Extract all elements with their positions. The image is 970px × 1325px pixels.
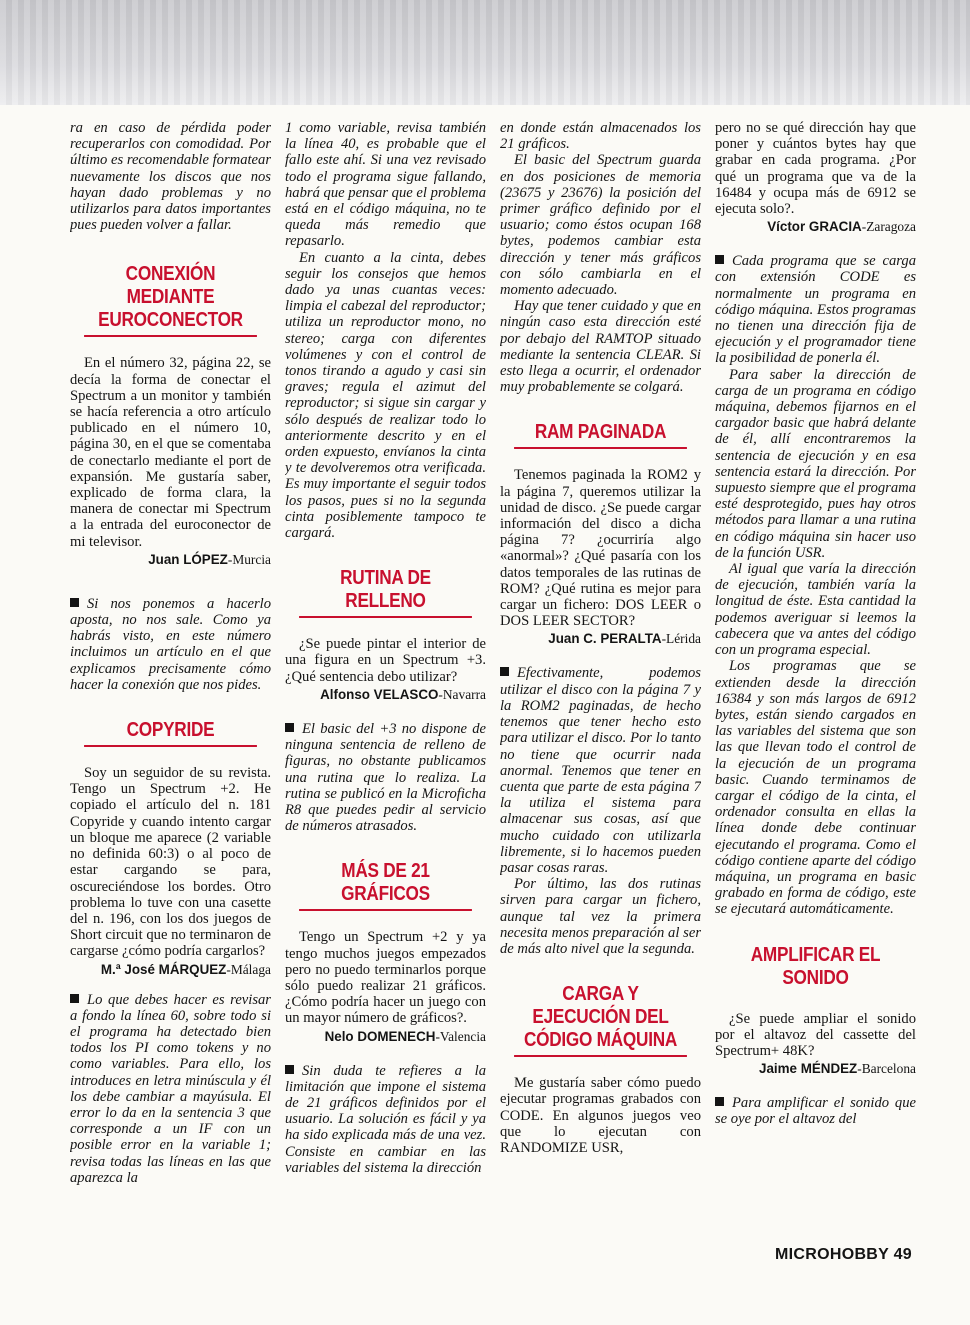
signature-city: -Zaragoza <box>861 219 916 235</box>
bullet-square-icon <box>285 1065 294 1074</box>
signature-city: -Málaga <box>226 961 271 977</box>
signature-city: -Murcia <box>227 551 271 567</box>
signature <box>285 1029 486 1045</box>
answer-text: ra en caso de pérdida poder recuperarlos con comodidad. Por último es recomendable formatear nuevamente los discos que nos hayan dado problemas y no utilizarlos para datos importantes pues pueden volver a fallar. <box>70 120 271 234</box>
column-2 <box>285 120 486 1270</box>
bullet-square-icon <box>500 667 509 676</box>
section-heading: CARGA Y EJECUCIÓN DEL CÓDIGO MÁQUINA <box>514 983 687 1057</box>
signature-name: Jaime MÉNDEZ <box>759 1061 858 1077</box>
section-heading: RUTINA DE RELLENO <box>299 567 472 618</box>
answer-text: En cuanto a la cinta, debes seguir los consejos que hemos dado ya unas cuantas veces: limpia el cabezal del reproductor; utiliza un reproductor mono, no stereo; carga con diferentes volúmenes y con el control de tonos tirando a agudo y casi sin graves; regula el azimut del reproductor; si sigue sin cargar y sólo después de realizar todo lo anteriormente descrito y en el orden expuesto, envíanos la cinta y te devolveremos otra verificada. Es muy importante el seguir todos los pasos, pues si no la segunda cinta posiblemente tampoco te cargará. <box>285 249 486 542</box>
question-text: ¿Se puede pintar el interior de una figura en un Spectrum +3. ¿Qué sentencia debo utilizar? <box>285 636 486 685</box>
signature <box>500 631 701 647</box>
bullet-square-icon <box>285 723 294 732</box>
bullet-square-icon <box>715 1097 724 1106</box>
signature-name: Víctor GRACIA <box>767 219 862 235</box>
signature-name: Alfonso VELASCO <box>320 686 439 702</box>
signature-city: -Barcelona <box>857 1061 916 1077</box>
answer-text: El basic del +3 no dispone de ninguna sentencia de relleno de figuras, no obstante publicamos una rutina que lo realiza. La rutina se publicó en la Microficha R8 que puedes pedir al servicio de números atrasados. <box>285 720 486 835</box>
answer-text: Hay que tener cuidado y que en ningún caso esta dirección esté por debajo del RAMTOP situado mediante la sentencia CLEAR. Si esto llega a ocurrir, el ordenador muy probablemente se colgará. <box>500 298 701 396</box>
column-3 <box>500 120 701 1270</box>
answer-text: El basic del Spectrum guarda en dos posiciones de memoria (23675 y 23676) la posición del primer gráfico definido por el usuario; como éstos ocupan 168 bytes, podemos cambiar esta dirección y tener más gráficos con sólo cambiarla en el momento adecuado. <box>500 152 701 299</box>
section-heading: AMPLIFICAR EL SONIDO <box>750 943 881 989</box>
question-text: Tenemos paginada la ROM2 y la página 7, queremos utilizar la unidad de disco. ¿Se puede cargar información del disco a dicha página 7? ¿ocurriría algo «anormal»? ¿Qué pasaría con los datos temporales de las rutinas de ROM? ¿Qué rutina es mejor para cargar un fichero: DOS LEER o DOS LEER SECTOR? <box>500 467 701 630</box>
section-heading: COPYRIDE <box>84 719 257 747</box>
answer-text: en donde están almacenados los 21 gráficos. <box>500 120 701 153</box>
question-text: Me gustaría saber cómo puedo ejecutar programas grabados con CODE. En algunos juegos veo que lo ejecutan con RANDOMIZE USR, <box>500 1075 701 1156</box>
question-text: ¿Se puede ampliar el sonido por el altavoz del cassette del Spectrum+ 48K? <box>715 1010 916 1059</box>
top-scan-band <box>0 0 970 105</box>
signature <box>70 962 271 978</box>
signature <box>715 219 916 235</box>
answer-text: Para saber la dirección de carga de un programa en código máquina, debemos fijarnos en el cargador basic que habrá delante de él, allí encontraremos la sentencia de ejecución y en esa sentencia estará la dirección. Por supuesto siempre que el programa esté desprotegido, pues hay otros métodos para llamar a una rutina en código máquina sin hacer uso de la función USR. <box>715 366 916 561</box>
signature-city: -Navarra <box>438 686 486 702</box>
signature-city: -Lérida <box>661 631 701 647</box>
signature <box>285 687 486 703</box>
answer-text: Por último, las dos rutinas sirven para cargar un fichero, aunque tal vez la primera necesita menos preparación al ser de más alto nivel que la segunda. <box>500 876 701 957</box>
column-4 <box>715 120 916 1270</box>
bullet-square-icon <box>70 994 79 1003</box>
answer-text: Si nos ponemos a hacerlo aposta, no nos sale. Como ya habrás visto, en este número incluimos un artículo en el que explicamos precisamente cómo hacer la conexión que nos pides. <box>70 595 271 693</box>
magazine-name: MICROHOBBY <box>775 1246 889 1263</box>
question-text: pero no se qué dirección hay que poner y cuántos bytes hay que grabar en cada programa. ¿Por qué un programa que va de la 16484 y ocupa más de 6912 se ejecuta solo?. <box>715 120 916 218</box>
signature-name: Juan C. PERALTA <box>548 631 662 647</box>
answer-text: Efectivamente, podemos utilizar el disco con la página 7 y la ROM2 paginadas, de hecho tenemos que tener hecho esto para utilizar el disco. Por lo tanto no tiene que ocurrir nada anormal. Tenemos que tener en cuenta que parte de esta página 7 la utiliza el sistema para almacenar sus cosas, así que mucho cuidado con utilizarla libremente, si lo hacemos pueden pasar cosas raras. <box>500 665 701 876</box>
question-text: En el número 32, página 22, se decía la forma de conectar el Spectrum a un monitor y también se hacía referencia a otro artículo publicado en el número 10, página 30, en el que se comentaba de conectarlo mediante el port de expansión. Me gustaría saber, explicado de forma clara, la manera de conectar mi Spectrum a la entrada del euroconector de mi televisor. <box>70 355 271 550</box>
answer-text: Cada programa que se carga con extensión CODE es normalmente un programa en código máquina. Estos programas no tienen una dirección fija de ejecución y el programador tiene la posibilidad de ponerla él. <box>715 253 916 367</box>
question-text: Tengo un Spectrum +2 y ya tengo muchos juegos empezados pero no puedo terminarlos porque sólo puedo realizar 21 gráficos. ¿Cómo podría hacer un juego con un mayor número de gráficos?. <box>285 929 486 1027</box>
column-1 <box>70 120 271 1270</box>
answer-text: Lo que debes hacer es revisar a fondo la línea 60, sobre todo si el programa ha detectado bien todos los PI como tokens y no como variables. Para ello, los introduces en letra minúscula y él los debe cambiar a mayúsula. El error lo da en la sentencia 3 que corresponde a un IF con un posible error en la variable 1; revisa todas las líneas en las que aparezca la <box>70 991 271 1186</box>
answer-text: Sin duda te refieres a la limitación que impone el sistema de 21 gráficos definidos por el usuario. La solución es fácil y ya ha sido explicada más de una vez. Consiste en cambiar en las variables del sistema la dirección <box>285 1062 486 1176</box>
signature-city: -Valencia <box>435 1028 486 1044</box>
bullet-square-icon <box>70 598 79 607</box>
signature-name: M.ª José MÁRQUEZ <box>100 961 227 977</box>
signature <box>70 552 271 568</box>
section-heading: CONEXIÓN MEDIANTE EUROCONECTOR <box>84 263 257 337</box>
question-text: Soy un seguidor de su revista. Tengo un Spectrum +2. He copiado el artículo del n. 181 Copyride y cuando intento cargar un bloque me aparece (2 variable no definida 60:3) o al poco de estar cargando se para, oscureciéndose los bordes. Otro problema lo tuve con una casette del n. 196, con los dos juegos de Short circuit que no terminaron de cargarse ¿cómo podría cargarlos? <box>70 765 271 960</box>
section-heading: RAM PAGINADA <box>514 421 687 449</box>
section-heading: MÁS DE 21 GRÁFICOS <box>299 860 472 911</box>
answer-text: Para amplificar el sonido que se oye por el altavoz del <box>715 1095 916 1128</box>
article-page <box>70 120 920 1270</box>
signature <box>715 1061 916 1077</box>
bullet-square-icon <box>715 255 724 264</box>
page-footer <box>775 1246 912 1264</box>
signature-name: Juan LÓPEZ <box>148 551 228 567</box>
page-number: 49 <box>893 1246 912 1263</box>
signature-name: Nelo DOMENECH <box>324 1028 436 1044</box>
answer-text: 1 como variable, revisa también la línea 40, es probable que el fallo este ahí. Si una vez revisado todo el programa sigue fallando, habrá que pensar que el problema está en el código máquina, no te queda más remedio que repasarlo. <box>285 120 486 250</box>
answer-text: Al igual que varía la dirección de ejecución, también varía la longitud de éste. Esta cantidad la podemos averiguar si leemos la cabecera que va antes del código con un programa especial. <box>715 561 916 659</box>
answer-text: Los programas que se extienden desde la dirección 16384 y son más largos de 6912 bytes, están siendo cargados en las variables del sistema que son las que llevan todo el control de la ejecución de un programa basic. Cuando terminamos de cargar el código de la cinta, el ordenador consulta en ellas la línea donde debe continuar ejecutando el programa. Como el código contiene aparte del código máquina, un programa en basic grabado en forma de código, este se ejecutará automáticamente. <box>715 658 916 918</box>
